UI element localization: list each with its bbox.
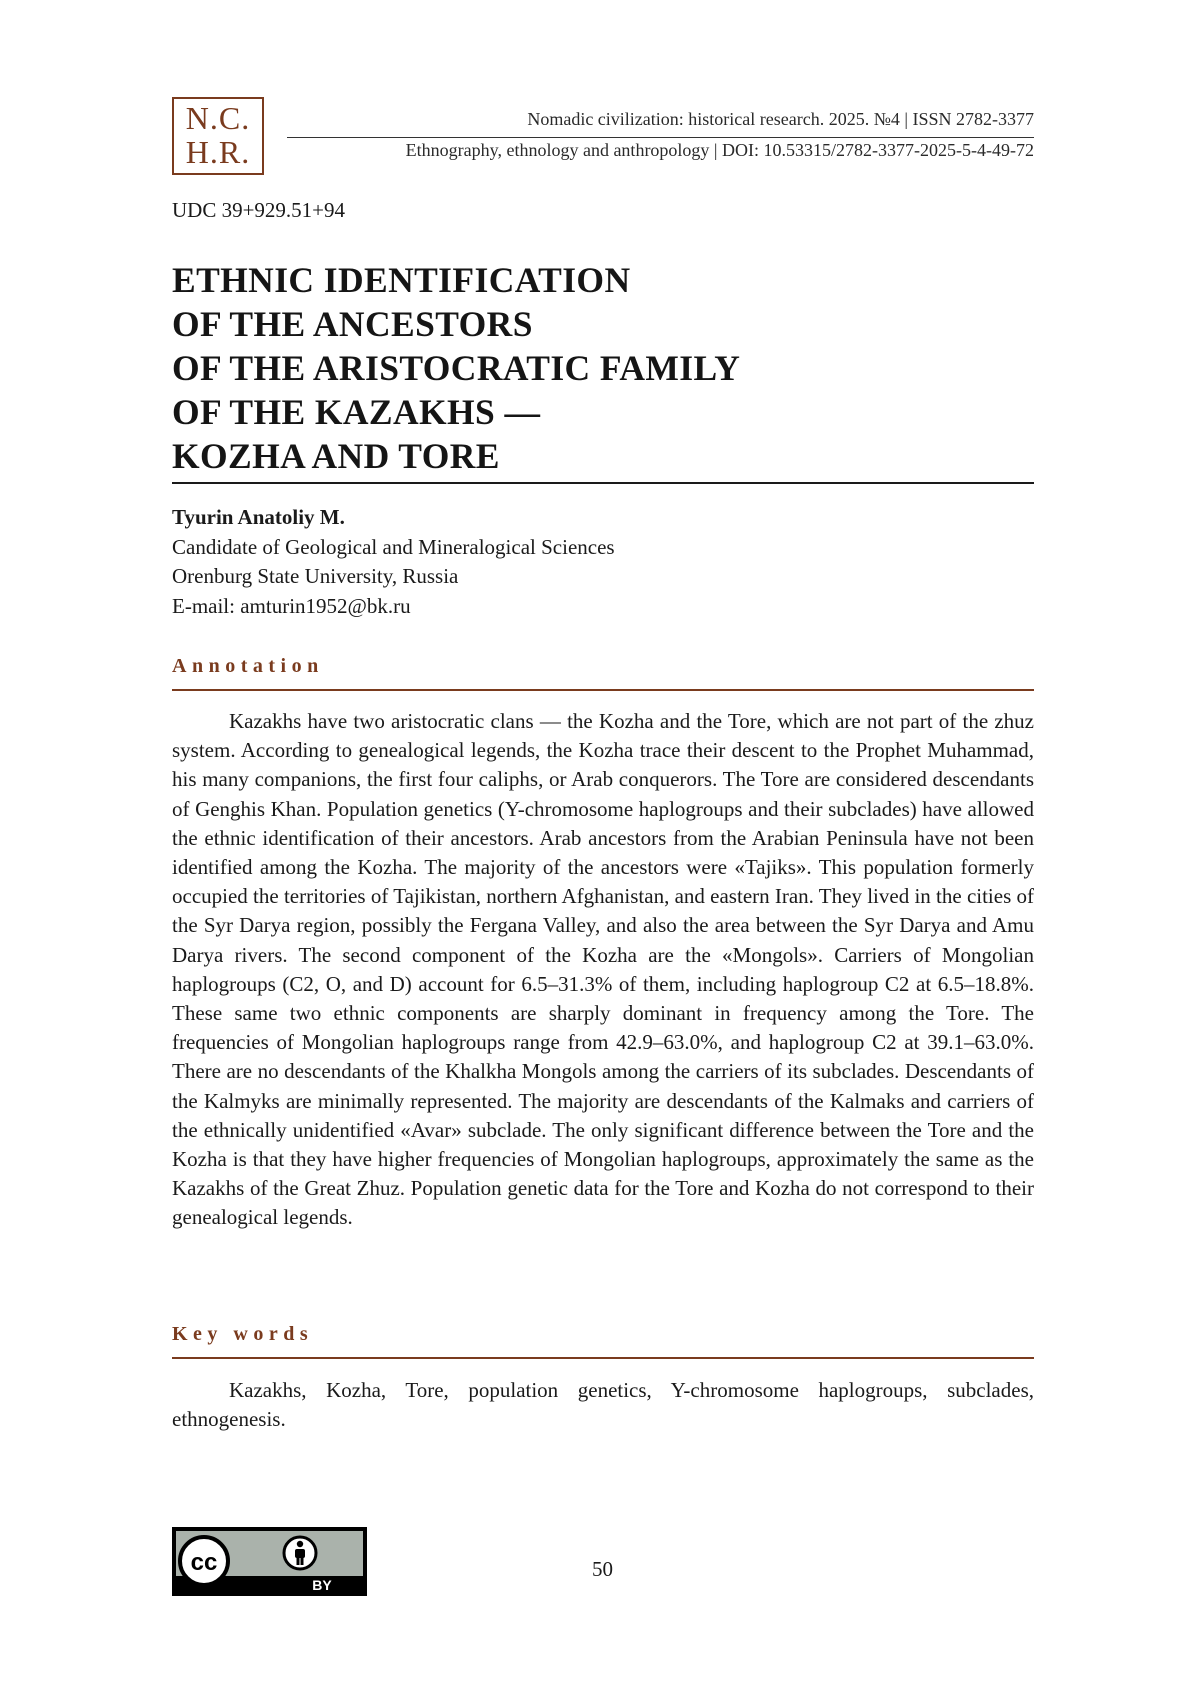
- author-block: [172, 503, 615, 621]
- title-line: OF THE ARISTOCRATIC FAMILY: [172, 348, 741, 388]
- svg-text:cc: cc: [190, 1549, 218, 1576]
- section-doi: Ethnography, ethnology and anthropology | DOI: 10.53315/2782-3377-2025-5-4-49-72: [405, 140, 1034, 160]
- header-divider: [287, 137, 1034, 138]
- author-email[interactable]: E-mail: amturin1952@bk.ru: [172, 593, 411, 618]
- title-divider: [172, 482, 1034, 484]
- keywords-heading: Key words: [172, 1323, 314, 1345]
- annotation-divider: [172, 689, 1034, 691]
- journal-info: Nomadic civilization: historical research. 2025. №4 | ISSN 2782-3377: [527, 109, 1034, 129]
- udc-code: UDC 39+929.51+94: [172, 198, 346, 222]
- title-line: OF THE ANCESTORS: [172, 304, 533, 344]
- article-title: [172, 258, 1032, 478]
- author-degree: Candidate of Geological and Mineralogical Sciences: [172, 534, 615, 559]
- title-line: ETHNIC IDENTIFICATION: [172, 260, 631, 300]
- keywords-text: Kazakhs, Kozha, Tore, population genetics, Y-chromosome haplogroups, subclades, ethnogenesis.: [172, 1378, 1034, 1432]
- author-name: Tyurin Anatoliy M.: [172, 505, 345, 529]
- journal-logo: [172, 97, 264, 175]
- logo-line-1: N.C.: [185, 100, 251, 136]
- page-number: 50: [592, 1557, 613, 1581]
- license-label: BY: [312, 1577, 332, 1593]
- annotation-text: Kazakhs have two aristocratic clans — the Kozha and the Tore, which are not part of the zhuz system. According to genealogical legends, the Kozha trace their descent to the Prophet Muhammad, his many companions, the first four caliphs, or Arab conquerors. The Tore are considered descendants of Genghis Khan. Population genetics (Y-chromosome haplogroups and their subclades) have allowed the ethnic identification of their ancestors. Arab ancestors from the Arabian Peninsula have not been identified among the Kozha. The majority of the ancestors were «Tajiks». This population formerly occupied the territories of Tajikistan, northern Afghanistan, and eastern Iran. They lived in the cities of the Syr Darya region, possibly the Fergana Valley, and also the area between the Syr Darya and Amu Darya rivers. The second component of the Kozha are the «Mongols». Carriers of Mongolian haplogroups (C2, O, and D) account for 6.5–31.3% of them, including haplogroup C2 at 6.5–18.8%. These same two ethnic components are sharply dominant in frequency among the Tore. The frequencies of Mongolian haplogroups range from 42.9–63.0%, and haplogroup C2 at 39.1–63.0%. There are no descendants of the Khalkha Mongols among the carriers of its subclades. Descendants of the Kalmyks are minimally represented. The majority are descendants of the Kalmaks and carriers of the ethnically unidentified «Avar» subclade. The only significant difference between the Tore and the Kozha is that they have higher frequencies of Mongolian haplogroups, approximately the same as the Kazakhs of the Great Zhuz. Population genetic data for the Tore and Kozha do not correspond to their genealogical legends.: [172, 709, 1034, 1230]
- keywords-divider: [172, 1357, 1034, 1359]
- title-line: KOZHA AND TORE: [172, 436, 500, 476]
- logo-line-2: H.R.: [185, 134, 251, 170]
- author-affiliation: Orenburg State University, Russia: [172, 564, 459, 588]
- annotation-heading: Annotation: [172, 655, 324, 677]
- title-line: OF THE KAZAKHS —: [172, 392, 541, 432]
- cc-by-license-badge[interactable]: [172, 1527, 367, 1596]
